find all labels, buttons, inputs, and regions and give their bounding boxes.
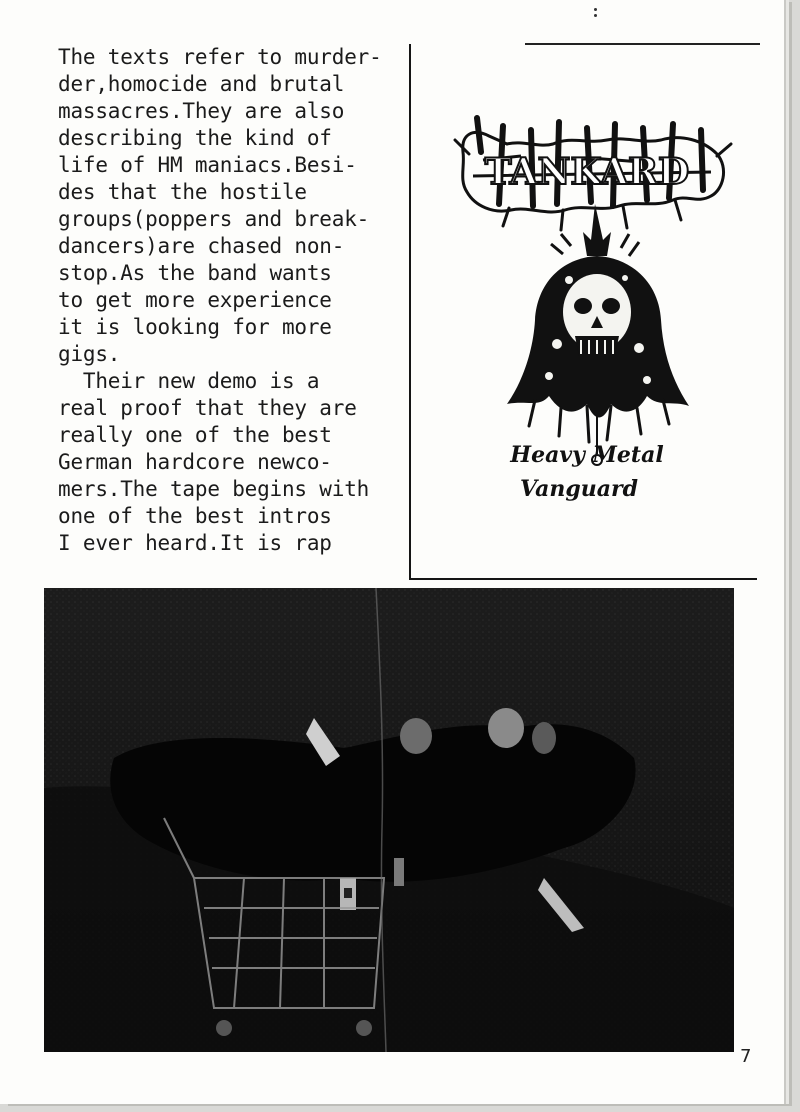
article-line: massacres.They are also <box>58 99 345 123</box>
staple-mark <box>594 8 598 18</box>
band-logo-artwork <box>411 44 757 578</box>
article-line: I ever heard.It is rap <box>58 531 332 555</box>
article-line: dancers)are chased non- <box>58 234 345 258</box>
article-line: des that the hostile <box>58 180 307 204</box>
article-line: The texts refer to murder- <box>58 45 382 69</box>
article-line: German hardcore newco- <box>58 450 332 474</box>
band-logo-panel <box>409 44 757 580</box>
band-photo <box>44 588 734 1052</box>
tagline-line-1: Heavy Metal <box>510 442 664 468</box>
article-line: really one of the best <box>58 423 332 447</box>
article-line: der,homocide and brutal <box>58 72 345 96</box>
article-line: mers.The tape begins with <box>58 477 370 501</box>
band-logo-wordmark <box>455 118 731 230</box>
article-line: stop.As the band wants <box>58 261 332 285</box>
article-line: life of HM maniacs.Besi- <box>58 153 357 177</box>
article-line: it is looking for more <box>58 315 332 339</box>
page-number: 7 <box>740 1046 752 1067</box>
band-logo-tagline <box>509 442 663 502</box>
article-text <box>58 44 408 557</box>
band-photo-image <box>44 588 734 1052</box>
band-logo-name: TANKARD <box>484 151 690 193</box>
article-line: Their new demo is a <box>58 369 320 393</box>
article-line: describing the kind of <box>58 126 332 150</box>
article-line: groups(poppers and break- <box>58 207 370 231</box>
article-line: gigs. <box>58 342 121 366</box>
skull-figure <box>507 204 689 465</box>
article-line: to get more experience <box>58 288 332 312</box>
article-line: one of the best intros <box>58 504 332 528</box>
article-line: real proof that they are <box>58 396 357 420</box>
tagline-line-2: Vanguard <box>520 476 638 502</box>
